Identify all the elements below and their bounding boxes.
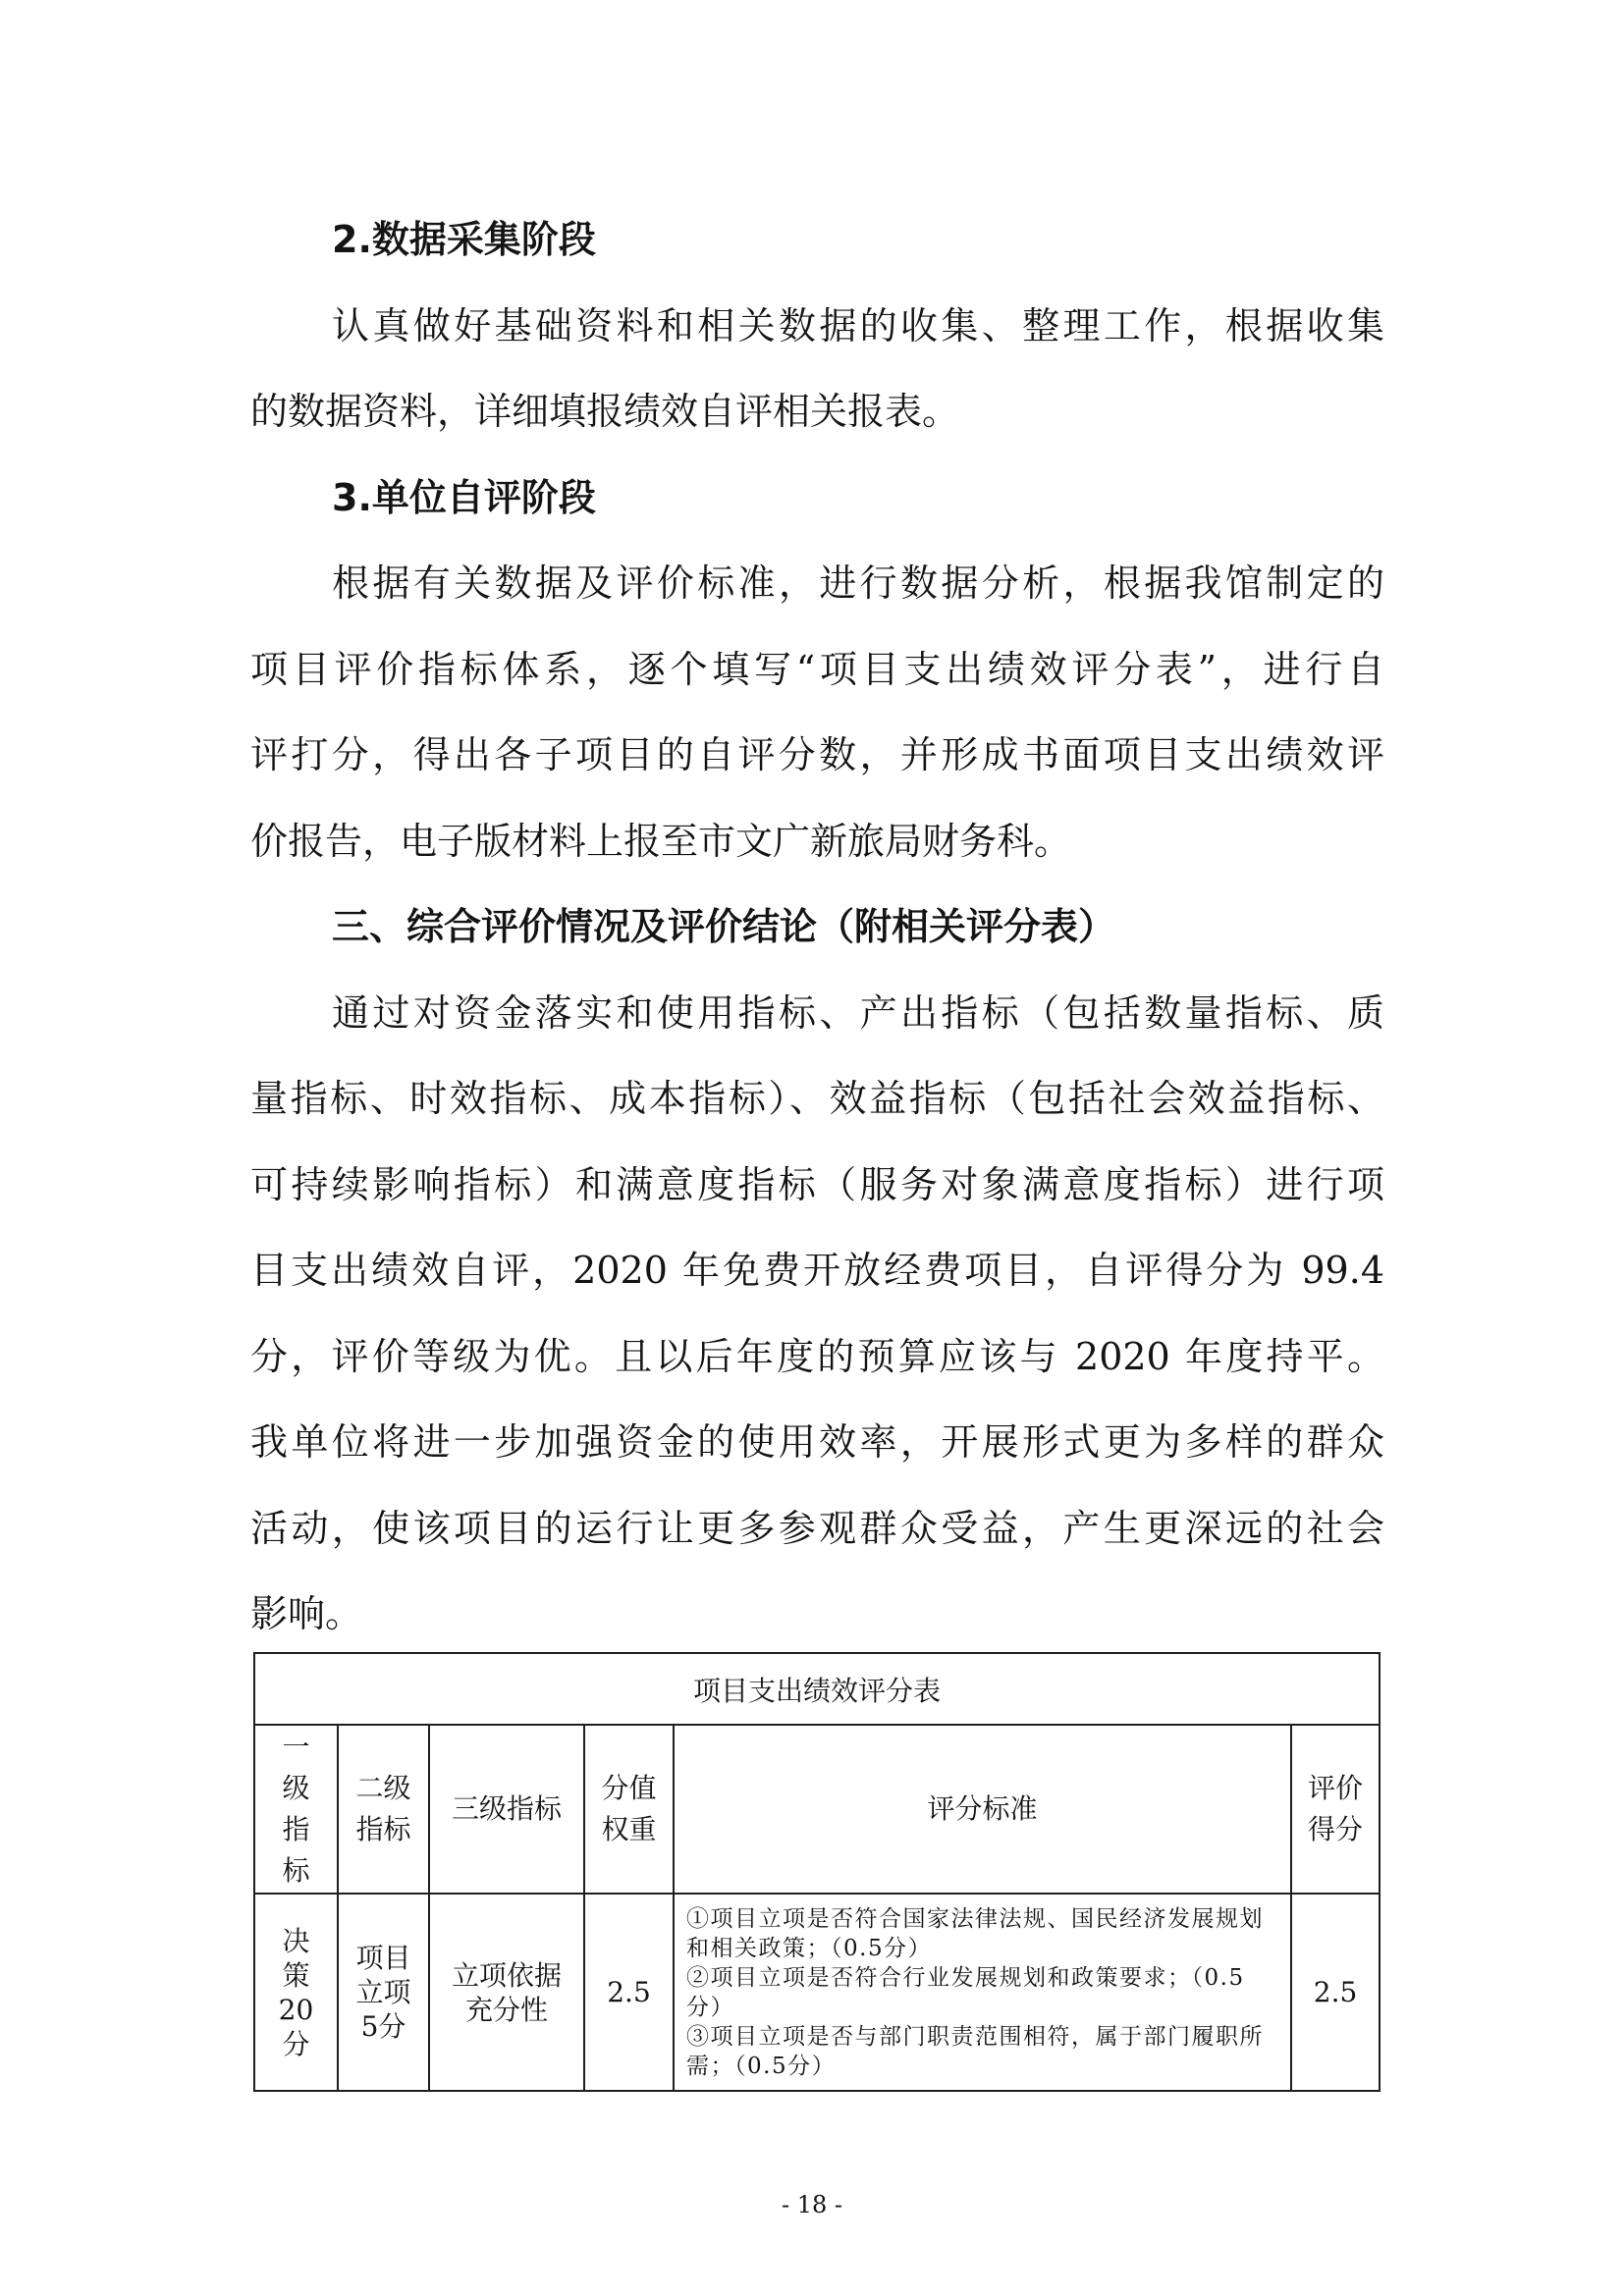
paragraph-line: 价报告，电子版材料上报至市文广新旅局财务科。 xyxy=(250,819,1072,863)
cell-text: 立项依据 xyxy=(451,1958,562,1992)
cell-text: 立项 xyxy=(355,1976,411,2008)
paragraph-line: 的数据资料，详细填报绩效自评相关报表。 xyxy=(250,390,960,433)
header-text: 二级 xyxy=(355,1772,411,1804)
page-number: - 18 - xyxy=(781,2191,842,2218)
header-text: 一 xyxy=(282,1731,310,1763)
cell-level1 xyxy=(254,1894,338,2091)
header-level1 xyxy=(254,1725,338,1894)
header-weight xyxy=(584,1725,674,1894)
header-level3 xyxy=(429,1725,584,1894)
header-text: 级 xyxy=(282,1772,310,1804)
header-text: 标 xyxy=(282,1854,310,1887)
table-header-row xyxy=(254,1725,1380,1894)
header-text: 评价 xyxy=(1308,1772,1364,1804)
table-title: 项目支出绩效评分表 xyxy=(254,1653,1380,1725)
header-criteria xyxy=(674,1725,1291,1894)
criteria-list xyxy=(675,1904,1290,2081)
header-text: 指 xyxy=(282,1813,310,1845)
paragraph-line: 目支出绩效自评，2020 年免费开放经费项目，自评得分为 99.4 xyxy=(250,1249,1384,1292)
cell-weight: 2.5 xyxy=(584,1894,674,2091)
cell-score: 2.5 xyxy=(1291,1894,1380,2091)
paragraph-line: 量指标、时效指标、成本指标）、效益指标（包括社会效益指标、 xyxy=(250,1077,1384,1120)
criteria-line: 和相关政策；（0.5分） xyxy=(686,1935,933,1961)
cell-criteria xyxy=(674,1894,1291,2091)
section-heading-self-evaluation: 3.单位自评阶段 xyxy=(332,475,596,519)
paragraph-line: 可持续影响指标）和满意度指标（服务对象满意度指标）进行项 xyxy=(250,1162,1384,1206)
header-text: 三级指标 xyxy=(451,1792,562,1825)
paragraph-line: 分，评价等级为优。且以后年度的预算应该与 2020 年度持平。 xyxy=(250,1334,1384,1378)
cell-text: 策 xyxy=(282,1958,310,1992)
cell-text: 20 xyxy=(278,1993,314,2026)
cell-text: 项目 xyxy=(355,1942,411,1974)
cell-text: 分 xyxy=(282,2027,310,2060)
header-score xyxy=(1291,1725,1380,1894)
paragraph-line: 根据有关数据及评价标准，进行数据分析，根据我馆制定的 xyxy=(332,561,1384,605)
header-text: 评分标准 xyxy=(927,1792,1038,1825)
criteria-line: ③项目立项是否与部门职责范围相符，属于部门履职所 xyxy=(686,2023,1264,2050)
cell-text: 充分性 xyxy=(464,1993,548,2026)
paragraph-line: 项目评价指标体系，逐个填写“项目支出绩效评分表”，进行自 xyxy=(250,647,1384,691)
table-row xyxy=(254,1894,1380,2091)
header-text: 权重 xyxy=(601,1813,657,1845)
section-heading-data-collection: 2.数据采集阶段 xyxy=(332,218,596,261)
criteria-line: ①项目立项是否符合国家法律法规、国民经济发展规划 xyxy=(686,1905,1264,1932)
section-heading-conclusion: 三、综合评价情况及评价结论（附相关评分表） xyxy=(332,905,1116,948)
header-text: 分值 xyxy=(601,1772,657,1804)
paragraph-line: 影响。 xyxy=(250,1592,363,1635)
criteria-line: 分） xyxy=(686,1994,734,2020)
cell-level2 xyxy=(338,1894,429,2091)
paragraph-line: 我单位将进一步加强资金的使用效率，开展形式更为多样的群众 xyxy=(250,1420,1384,1464)
criteria-line: 需；（0.5分） xyxy=(686,2053,837,2079)
body-text xyxy=(250,197,1384,1658)
score-table xyxy=(253,1652,1380,2092)
table-title-row xyxy=(254,1653,1380,1725)
header-level2 xyxy=(338,1725,429,1894)
criteria-line: ②项目立项是否符合行业发展规划和政策要求；（0.5 xyxy=(686,1964,1245,1991)
header-text: 得分 xyxy=(1308,1813,1364,1845)
paragraph-line: 认真做好基础资料和相关数据的收集、整理工作，根据收集 xyxy=(332,303,1384,347)
paragraph-line: 通过对资金落实和使用指标、产出指标（包括数量指标、质 xyxy=(332,990,1384,1035)
cell-level3 xyxy=(429,1894,584,2091)
cell-text: 5分 xyxy=(360,2010,406,2043)
cell-text: 决 xyxy=(282,1924,310,1957)
paragraph-line: 评打分，得出各子项目的自评分数，并形成书面项目支出绩效评 xyxy=(250,733,1384,776)
paragraph-line: 活动，使该项目的运行让更多参观群众受益，产生更深远的社会 xyxy=(250,1506,1384,1550)
header-text: 指标 xyxy=(355,1813,411,1845)
